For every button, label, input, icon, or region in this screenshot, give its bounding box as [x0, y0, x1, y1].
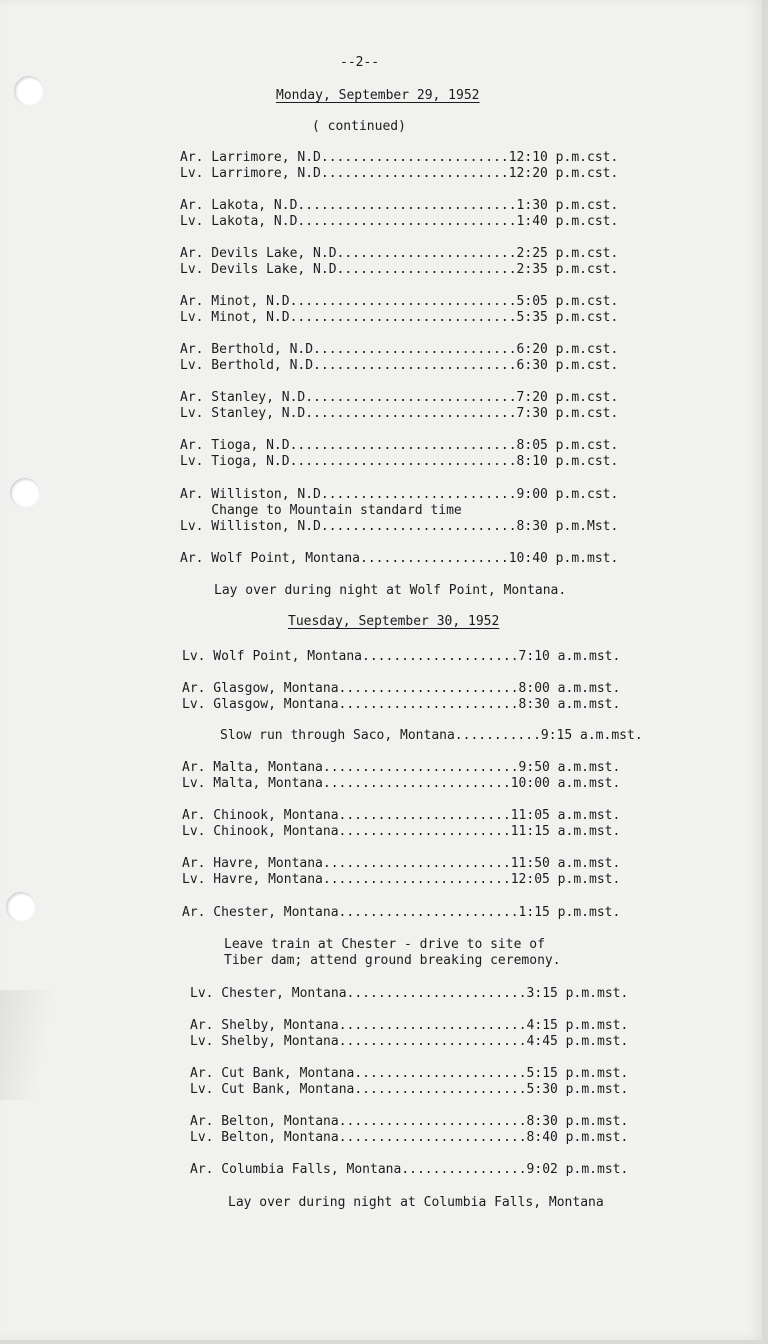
schedule-line: Ar. Williston, N.D.........................9:00 p.m.cst. [180, 487, 619, 502]
schedule-line: Ar. Tioga, N.D.............................8:05 p.m.cst. [180, 438, 619, 453]
schedule-line: Lv. Chinook, Montana......................11:15 a.m.mst. [182, 824, 621, 839]
schedule-line: Ar. Cut Bank, Montana......................5:15 p.m.mst. [190, 1066, 629, 1081]
schedule-line: Ar. Minot, N.D.............................5:05 p.m.cst. [180, 294, 619, 309]
schedule-line: Lv. Minot, N.D.............................5:35 p.m.cst. [180, 310, 619, 325]
schedule-line: Lv. Stanley, N.D...........................7:30 p.m.cst. [180, 406, 619, 421]
schedule-line: Ar. Belton, Montana........................8:30 p.m.mst. [190, 1114, 629, 1129]
punch-hole [14, 76, 44, 106]
schedule-line: Lv. Devils Lake, N.D.......................2:35 p.m.cst. [180, 262, 619, 277]
schedule-line: Lv. Cut Bank, Montana......................5:30 p.m.mst. [190, 1082, 629, 1097]
punch-hole [10, 478, 40, 508]
schedule-line: Ar. Shelby, Montana........................4:15 p.m.mst. [190, 1018, 629, 1033]
schedule-line: Ar. Wolf Point, Montana...................10:40 p.m.mst. [180, 551, 619, 566]
schedule-line: Lv. Havre, Montana........................12:05 p.m.mst. [182, 872, 621, 887]
schedule-line: Ar. Chester, Montana.......................1:15 p.m.mst. [182, 905, 621, 920]
schedule-line: Ar. Malta, Montana.........................9:50 a.m.mst. [182, 760, 621, 775]
schedule-line: Ar. Berthold, N.D..........................6:20 p.m.cst. [180, 342, 619, 357]
schedule-line: Ar. Lakota, N.D............................1:30 p.m.cst. [180, 198, 619, 213]
schedule-line: Ar. Havre, Montana........................11:50 a.m.mst. [182, 856, 621, 871]
schedule-line: Lv. Shelby, Montana........................4:45 p.m.mst. [190, 1034, 629, 1049]
schedule-note: Leave train at Chester - drive to site of [224, 937, 545, 952]
schedule-line: Ar. Devils Lake, N.D.......................2:25 p.m.cst. [180, 246, 619, 261]
schedule-line: Ar. Glasgow, Montana.......................8:00 a.m.mst. [182, 681, 621, 696]
schedule-line: Ar. Stanley, N.D...........................7:20 p.m.cst. [180, 390, 619, 405]
page-number: --2-- [340, 55, 380, 70]
punch-hole [6, 892, 36, 922]
schedule-note: Change to Mountain standard time [180, 503, 462, 518]
layover-note: Lay over during night at Columbia Falls, Montana [228, 1195, 604, 1210]
schedule-line: Lv. Glasgow, Montana.......................8:30 a.m.mst. [182, 697, 621, 712]
schedule-line: Lv. Belton, Montana........................8:40 p.m.mst. [190, 1130, 629, 1145]
schedule-line: Lv. Berthold, N.D..........................6:30 p.m.cst. [180, 358, 619, 373]
day-heading-tuesday: Tuesday, September 30, 1952 [288, 614, 500, 629]
schedule-line: Lv. Malta, Montana........................10:00 a.m.mst. [182, 776, 621, 791]
schedule-line: Lv. Wolf Point, Montana....................7:10 a.m.mst. [182, 649, 621, 664]
schedule-line: Lv. Lakota, N.D............................1:40 p.m.cst. [180, 214, 619, 229]
schedule-line: Lv. Chester, Montana.......................3:15 p.m.mst. [190, 986, 629, 1001]
schedule-line: Lv. Larrimore, N.D........................12:20 p.m.cst. [180, 166, 619, 181]
day-heading-monday: Monday, September 29, 1952 [276, 88, 480, 103]
paper-fold [0, 990, 60, 1100]
schedule-line: Slow run through Saco, Montana...........9:15 a.m.mst. [220, 728, 643, 743]
layover-note: Lay over during night at Wolf Point, Montana. [214, 583, 567, 598]
schedule-note: Tiber dam; attend ground breaking ceremony. [224, 953, 561, 968]
schedule-line: Lv. Tioga, N.D.............................8:10 p.m.cst. [180, 454, 619, 469]
schedule-line: Lv. Williston, N.D.........................8:30 p.m.Mst. [180, 519, 619, 534]
schedule-line: Ar. Larrimore, N.D........................12:10 p.m.cst. [180, 150, 619, 165]
continued-note: ( continued) [312, 119, 406, 134]
schedule-line: Ar. Columbia Falls, Montana................9:02 p.m.mst. [190, 1162, 629, 1177]
schedule-line: Ar. Chinook, Montana......................11:05 a.m.mst. [182, 808, 621, 823]
